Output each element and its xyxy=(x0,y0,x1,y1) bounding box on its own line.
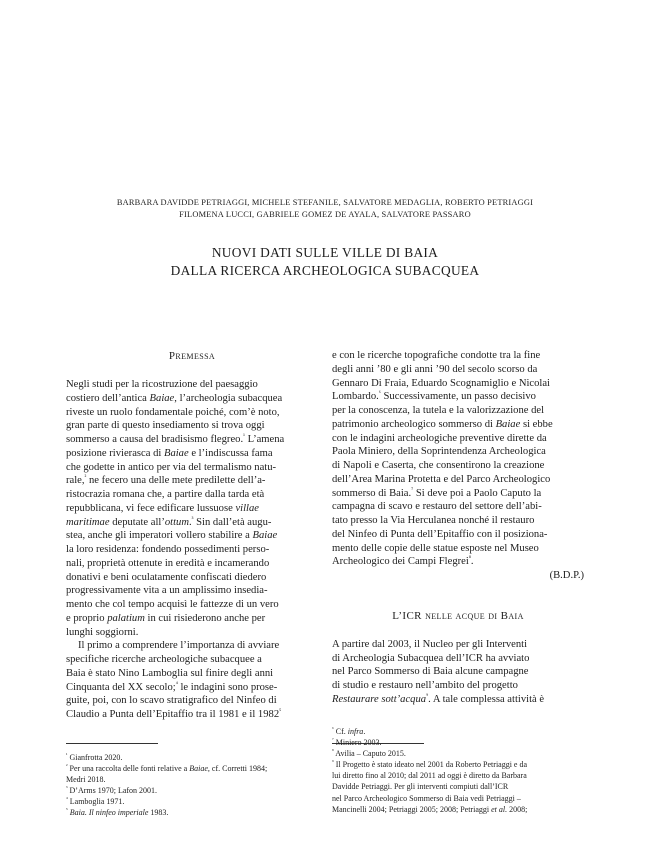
text-line: di studio e restauro nell’ambito del progetto xyxy=(332,680,518,691)
author-list xyxy=(60,197,590,221)
text-line: repubblicana, vi fece edificare lussuose villae xyxy=(66,502,259,514)
text-line: Baia è stato Nino Lamboglia sul finire degli anni xyxy=(66,667,274,679)
text-line: del Ninfeo di Punta dell’Epitaffio con il posiziona- xyxy=(332,528,548,540)
text-line: dell’Area Marina Protetta e del Parco Archeologico xyxy=(332,473,551,485)
text-line: patrimonio archeologico sommerso di Baiae si ebbe xyxy=(332,418,553,430)
text-line: Cinquanta del XX secolo;$^{^4}$ le indagini sono prose- xyxy=(66,680,278,693)
text-line: Claudio a Punta dell’Epitaffio tra il 1981 e il $1982^{^5}$ xyxy=(66,708,282,720)
text-line: A partire dal 2003, il Nucleo per gli Interventi xyxy=(332,638,528,650)
footnotes-right xyxy=(332,726,584,815)
text-line: riveste un ruolo fondamentale poiché, com’è noto, xyxy=(66,406,280,418)
paragraph-lamboglia xyxy=(66,639,318,722)
footnote-line: $^{^6}$ Cf. infra. xyxy=(332,727,366,736)
text-line: costiero dell’antica Baiae, l’archeologia subacquea xyxy=(66,392,283,404)
text-line: mento che col tempo acquisì le fattezze di un vero xyxy=(66,599,279,610)
footnote-line: $^{^2}$ Per una raccolta delle fonti relative a Baiae, cf. Corretti 1984; xyxy=(66,764,268,774)
text-line: stea, anche gli imperatori vollero stabilire a Baiae xyxy=(66,530,278,542)
footnote-line: $^{^1}$ Gianfrotta 2020. xyxy=(66,753,123,762)
footnote-line: nel Parco Archeologico Sommerso di Baia vedi Petriaggi – xyxy=(332,793,521,803)
footnote-line: $^{^8}$ Avilia – Caputo 2015. xyxy=(332,749,406,759)
right-column xyxy=(332,349,584,707)
title-line-2: DALLA RICERCA ARCHEOLOGICA SUBACQUEA xyxy=(170,263,480,278)
text-line: rale,$^{^2}$ ne fecero una delle mete predilette dell’a- xyxy=(66,474,266,487)
text-line: ristocrazia romana che, a partire dalla tarda età xyxy=(66,489,265,500)
section-heading-premessa: Premessa xyxy=(168,350,216,362)
section-heading-icr: L’ICR nelle acque di Baia xyxy=(392,609,524,622)
paragraph-icr xyxy=(332,638,584,707)
paragraph-intro xyxy=(66,378,318,639)
text-line: che godette in antico per via del termalismo natu- xyxy=(66,461,277,473)
text-line: nel Parco Sommerso di Baia alcune campagne xyxy=(332,666,529,678)
text-line: gran parte di questo insediamento si trova oggi xyxy=(66,420,265,432)
text-line: tato presso la Via Herculanea nonché il restauro xyxy=(332,515,535,526)
author-signature: (B.D.P.) xyxy=(549,570,584,581)
text-line: campagna di scavo e restauro del settore dell’abi- xyxy=(332,501,542,513)
footnote-line: $^{^7}$ Miniero 2003. xyxy=(332,738,382,748)
text-line: con le indagini archeologiche preventive dirette da xyxy=(332,432,547,444)
text-line: per la conoscenza, la tutela e la valorizzazione del xyxy=(332,405,545,416)
text-line: Lombardo.$^{^6}$ Successivamente, un passo decisivo xyxy=(332,390,536,403)
text-line: lunghi soggiorni. xyxy=(66,626,139,638)
footnote-line: $^{^9}$ Il Progetto è stato ideato nel 2001 da Roberto Petriaggi e da xyxy=(332,760,528,770)
text-line: Restaurare sott’acqua$^{^9}$. A tale complessa attività è xyxy=(332,693,545,705)
text-line: e con le ricerche topografiche condotte tra la fine xyxy=(332,350,541,361)
article-title xyxy=(60,244,590,280)
text-line: Archeologico dei Campi Flegrei$^{^8}$. xyxy=(332,555,474,568)
text-line: Gennaro Di Fraia, Eduardo Scognamiglio e Nicolai xyxy=(332,377,550,389)
author-line-1: BARBARA DAVIDDE PETRIAGGI, MICHELE STEFANILE, SALVATORE MEDAGLIA, ROBERTO PETRIAGGI xyxy=(116,198,534,207)
text-line: donativi e beni oculatamente confiscati diedero xyxy=(66,571,267,583)
footnote-line: Mancinelli 2004; Petriaggi 2005; 2008; Petriaggi et al. 2008; xyxy=(332,804,528,814)
footnotes-left xyxy=(66,752,318,819)
text-line: di Archeologia Subacquea dell’ICR ha avviato xyxy=(332,652,530,664)
text-line: sommerso di Baia.$^{^7}$ Si deve poi a Paolo Caputo la xyxy=(332,486,542,499)
text-line: sommerso a causa del bradisismo flegreo.$^{^1}$ L’amena xyxy=(66,433,285,445)
footnote-line: $^{^5}$ Baia. Il ninfeo imperiale 1983. xyxy=(66,808,169,818)
text-line: di Napoli e Caserta, che consentirono la creazione xyxy=(332,460,545,471)
text-line: specifiche ricerche archeologiche subacquee a xyxy=(66,654,262,665)
footnote-line: $^{^3}$ D’Arms 1970; Lafon 2001. xyxy=(66,786,158,796)
footnote-line: $^{^4}$ Lamboglia 1971. xyxy=(66,797,125,807)
text-line: degli anni ’80 e gli anni ’90 del secolo scorso da xyxy=(332,363,538,375)
paragraph-research-history xyxy=(332,349,584,569)
text-line: mento delle copie delle statue esposte nel Museo xyxy=(332,542,539,554)
footnote-line: Medri 2018. xyxy=(66,775,106,785)
footnote-separator-left xyxy=(66,743,158,744)
text-line: posizione rivierasca di Baiae e l’indiscussa fama xyxy=(66,447,273,459)
text-line: nali, proprietà ottenute in eredità e incamerando xyxy=(66,557,270,569)
footnote-line: lui diretto fino al 2010; dal 2011 ad oggi è diretto da Barbara xyxy=(332,771,527,781)
left-column xyxy=(66,349,318,722)
text-line: Negli studi per la ricostruzione del paesaggio xyxy=(66,379,258,390)
footnote-line: Davidde Petriaggi. Per gli interventi compiuti dall’ICR xyxy=(332,782,509,792)
text-line: la loro residenza: fondendo possedimenti perso- xyxy=(66,544,270,555)
text-line: e proprio palatium in cui risiederono anche per xyxy=(66,612,266,624)
title-line-1: NUOVI DATI SULLE VILLE DI BAIA xyxy=(211,245,439,260)
text-line: guite, poi, con lo scavo stratigrafico del Ninfeo di xyxy=(66,695,277,707)
text-line: progressivamente vita a un amplissimo insedia- xyxy=(66,585,268,597)
text-line: Paola Miniero, della Soprintendenza Archeologica xyxy=(332,446,546,458)
text-line: Il primo a comprendere l’importanza di avviare xyxy=(78,640,280,652)
text-line: maritimae deputate all’ottum.$^{^3}$ Sin dall’età augu- xyxy=(66,515,272,528)
author-line-2: FILOMENA LUCCI, GABRIELE GOMEZ DE AYALA, SALVATORE PASSARO xyxy=(179,210,471,219)
